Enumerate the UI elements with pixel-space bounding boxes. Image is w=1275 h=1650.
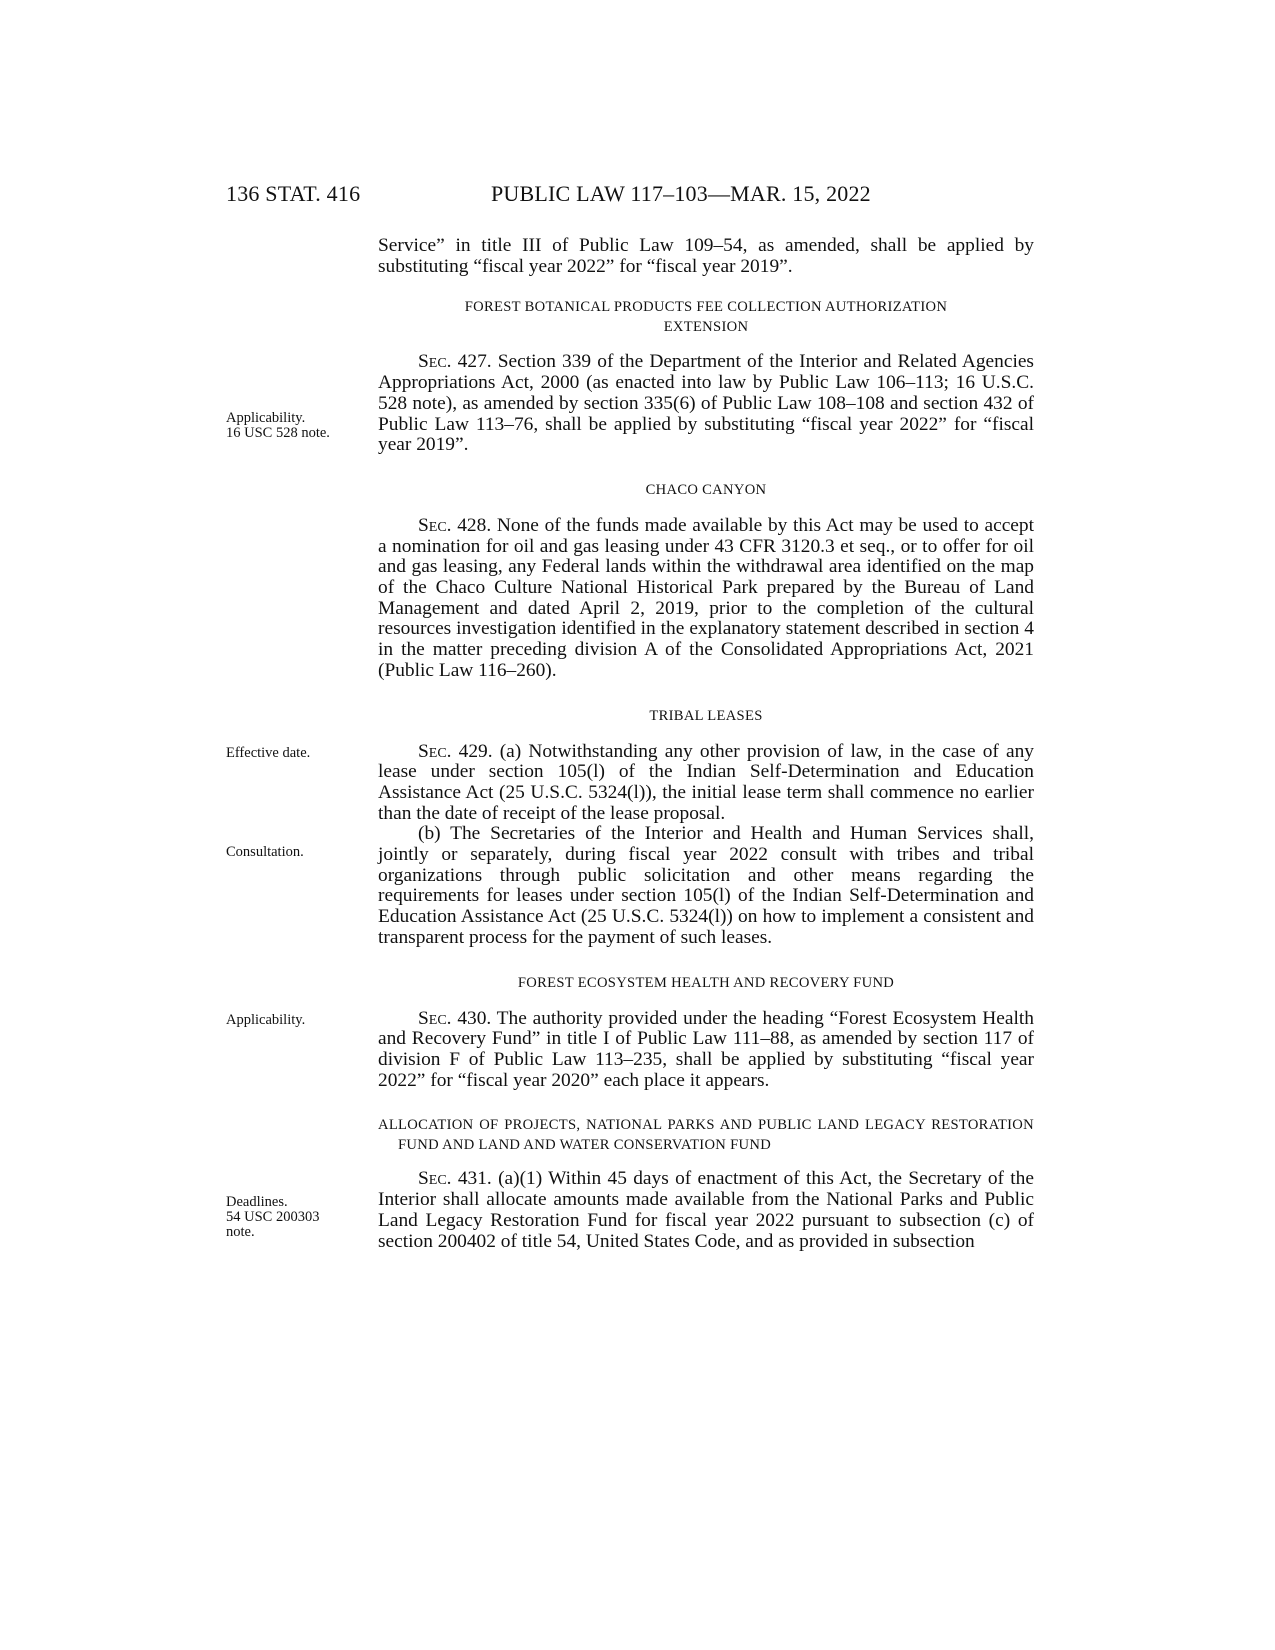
margin-note-line: 16 USC 528 note. [226, 425, 330, 442]
section-heading: TRIBAL LEASES [649, 707, 763, 724]
subsection-text: (b) The Secretaries of the Interior and Health and Human Services shall, jointly or separately, during fiscal year 2022 consult with tribes and tribal organizations through public solicitation and other means regarding the requirements for leases under section 105(l) of the Indian Self-Determination and Education Assistance Act (25 U.S.C. 5324(l)) on how to implement a consistent and transparent process for the payment of such leases. [378, 823, 1034, 948]
section-text [378, 1009, 1034, 1092]
sec-label: Sec. [418, 514, 452, 536]
heading-line: FOREST BOTANICAL PRODUCTS FEE COLLECTION AUTHORIZATION [464, 299, 948, 316]
section-body: 427. Section 339 of the Department of the Interior and Related Agencies Appropriations Act, 2000 (as enacted into law by Public Law 106–113; 16 U.S.C. 528 note), as amended by section 335(6) of Public Law 108–108 and section 432 of Public Law 113–76, shall be applied by substituting “fiscal year 2022” for “fiscal year 2019”. [378, 351, 1034, 456]
margin-note [226, 411, 356, 441]
statute-reference: 136 STAT. 416 [226, 181, 361, 206]
margin-note [226, 1195, 356, 1240]
section-body: 429. (a) Notwithstanding any other provision of law, in the case of any lease under section 105(l) of the Indian Self-Determination and Education Assistance Act (25 U.S.C. 5324(l)), the initial lease term shall commence no earlier than the date of receipt of the lease proposal. [378, 740, 1034, 824]
section-text [378, 352, 1034, 456]
margin-note: Consultation. [226, 843, 304, 860]
section-text [378, 1169, 1034, 1252]
heading-line: EXTENSION [663, 319, 749, 336]
section-body: 430. The authority provided under the heading “Forest Ecosystem Health and Recovery Fund” in title I of Public Law 111–88, as amended by section 117 of division F of Public Law 113–235, shall be applied by substituting “fiscal year 2022” for “fiscal year 2020” each place it appears. [378, 1007, 1034, 1091]
section-430 [226, 973, 1034, 1092]
section-heading: ALLOCATION OF PROJECTS, NATIONAL PARKS AND PUBLIC LAND LEGACY RESTORATION FUND AND LAND AND WATER CONSERVATION FUND [378, 1117, 1034, 1154]
section-body: 428. None of the funds made available by this Act may be used to accept a nomination for oil and gas leasing under 43 CFR 3120.3 et seq., or to offer for oil and gas leasing, any Federal lands within the withdrawal area identified on the map of the Chaco Culture National Historical Park prepared by the Bureau of Land Management and dated April 2, 2019, prior to the completion of the cultural resources investigation identified in the explanatory statement described in section 4 in the matter preceding division A of the Consolidated Appropriations Act, 2021 (Public Law 116–260). [378, 514, 1034, 681]
margin-note: Applicability. [226, 1011, 306, 1028]
section-heading [378, 297, 1034, 337]
section-body: 431. (a)(1) Within 45 days of enactment of this Act, the Secretary of the Interior shall allocate amounts made available from the National Parks and Public Land Legacy Restoration Fund for fiscal year 2022 pursuant to subsection (c) of section 200402 of title 54, United States Code, and as provided in subsection [378, 1168, 1034, 1252]
section-429 [226, 706, 1034, 949]
sec-label: Sec. [418, 1007, 452, 1029]
continued-paragraph: Service” in title III of Public Law 109–54, as amended, shall be applied by substituting “fiscal year 2022” for “fiscal year 2019”. [378, 235, 1034, 277]
public-law-title: PUBLIC LAW 117–103—MAR. 15, 2022 [491, 181, 871, 206]
sec-label: Sec. [418, 740, 452, 762]
margin-note-line: note. [226, 1224, 255, 1241]
section-heading: FOREST ECOSYSTEM HEALTH AND RECOVERY FUND [517, 974, 895, 991]
sec-label: Sec. [418, 351, 452, 373]
section-431 [226, 1115, 1034, 1252]
section-heading: CHACO CANYON [645, 481, 767, 498]
page-header [226, 181, 1036, 221]
margin-note: Effective date. [226, 744, 311, 761]
sec-label: Sec. [418, 1168, 452, 1190]
margin-note-line: Applicability. [226, 410, 306, 427]
section-428 [378, 480, 1034, 682]
section-text [378, 742, 1034, 825]
document-body [226, 235, 1034, 1252]
margin-note-line: Deadlines. [226, 1194, 288, 1211]
section-text [378, 516, 1034, 682]
margin-note-line: 54 USC 200303 [226, 1209, 320, 1226]
section-427 [226, 297, 1034, 456]
